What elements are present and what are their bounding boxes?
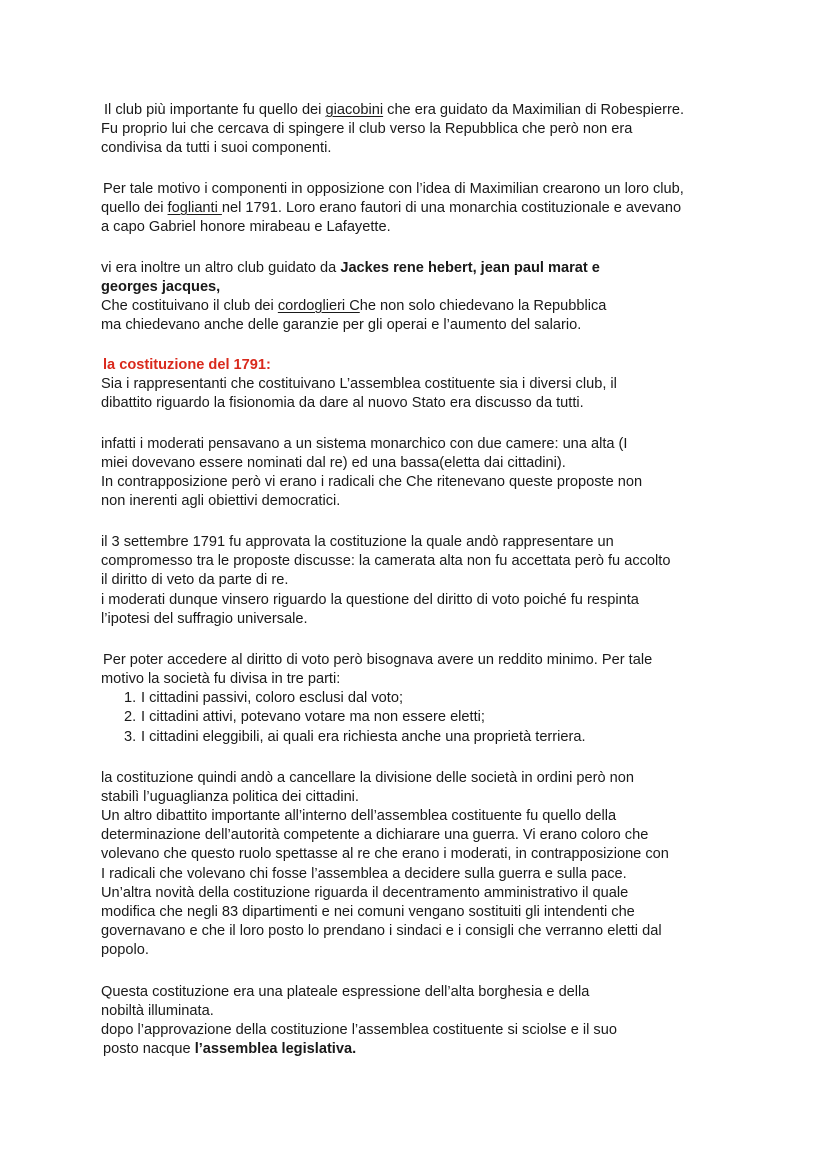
text-line: dibattito riguardo la fisionomia da dare al nuovo Stato era discusso da tutti. bbox=[101, 395, 584, 411]
text-line: la costituzione quindi andò a cancellare la divisione delle società in ordini però non bbox=[101, 770, 635, 786]
section-heading: la costituzione del 1791: bbox=[103, 357, 271, 373]
text-line: popolo. bbox=[101, 942, 149, 958]
text-line: a capo Gabriel honore mirabeau e Lafayette. bbox=[101, 219, 391, 235]
bold-names: Jackes rene hebert, jean paul marat e bbox=[340, 260, 600, 276]
text-line: non inerenti agli obiettivi democratici. bbox=[101, 493, 341, 509]
text-line: I radicali che volevano chi fosse l’assemblea a decidere sulla guerra e sulla pace. bbox=[101, 866, 627, 882]
text-line: quello dei foglianti nel 1791. Loro erano fautori di una monarchia costituzionale e avevano bbox=[101, 200, 682, 216]
text-line: volevano che questo ruolo spettasse al re che erano i moderati, in contrapposizione con bbox=[101, 846, 669, 862]
text-line: ma chiedevano anche delle garanzie per gli operai e l’aumento del salario. bbox=[101, 317, 582, 333]
text-line: compromesso tra le proposte discusse: la camerata alta non fu accettata però fu accolto bbox=[101, 553, 671, 569]
text-line: modifica che negli 83 dipartimenti e nei comuni vengano sostituiti gli intendenti che bbox=[101, 904, 635, 920]
text-line: condivisa da tutti i suoi componenti. bbox=[101, 140, 332, 156]
text-line: motivo la società fu divisa in tre parti: bbox=[101, 671, 341, 687]
list-item: 3. I cittadini eleggibili, ai quali era richiesta anche una proprietà terriera. bbox=[124, 729, 586, 745]
text-line: georges jacques, bbox=[101, 279, 221, 295]
list-item: 2. I cittadini attivi, potevano votare ma non essere eletti; bbox=[124, 709, 485, 725]
list-item: 1. I cittadini passivi, coloro esclusi dal voto; bbox=[124, 690, 403, 706]
bold-term-assemblea-legislativa: l’assemblea legislativa. bbox=[194, 1041, 357, 1057]
text-line: Questa costituzione era una plateale espressione dell’alta borghesia e della bbox=[101, 984, 590, 1000]
text-line: Fu proprio lui che cercava di spingere il club verso la Repubblica che però non era bbox=[101, 121, 633, 137]
text-line: governavano e che il loro posto lo prendano i sindaci e i consigli che verranno eletti dal bbox=[101, 923, 662, 939]
text-line: Per poter accedere al diritto di voto però bisognava avere un reddito minimo. Per tale bbox=[103, 652, 653, 668]
underlined-term-foglianti: foglianti bbox=[167, 200, 222, 216]
text-line: Il club più importante fu quello dei giacobini che era guidato da Maximilian di Robespierre. bbox=[104, 102, 685, 118]
text-line: il diritto di veto da parte di re. bbox=[101, 572, 289, 588]
text-line: Per tale motivo i componenti in opposizione con l’idea di Maximilian crearono un loro club, bbox=[103, 181, 684, 197]
text-line: Un altro dibattito importante all’interno dell’assemblea costituente fu quello della bbox=[101, 808, 617, 824]
text-line: vi era inoltre un altro club guidato da Jackes rene hebert, jean paul marat e bbox=[101, 260, 600, 276]
text-line: l’ipotesi del suffragio universale. bbox=[101, 611, 308, 627]
text-line: dopo l’approvazione della costituzione l’assemblea costituente si sciolse e il suo bbox=[101, 1022, 617, 1038]
text-line: determinazione dell’autorità competente a dichiarare una guerra. Vi erano coloro che bbox=[101, 827, 649, 843]
text-line: miei dovevano essere nominati dal re) ed una bassa(eletta dai cittadini). bbox=[101, 455, 566, 471]
text-line: Un’altra novità della costituzione riguarda il decentramento amministrativo il quale bbox=[101, 885, 629, 901]
underlined-term-giacobini: giacobini bbox=[325, 102, 384, 118]
text-line: nobiltà illuminata. bbox=[101, 1003, 214, 1019]
text-line: posto nacque l’assemblea legislativa. bbox=[103, 1041, 357, 1057]
text-line: In contrapposizione però vi erano i radicali che Che ritenevano queste proposte non bbox=[101, 474, 643, 490]
text-line: infatti i moderati pensavano a un sistema monarchico con due camere: una alta (I bbox=[101, 436, 628, 452]
text-line: Sia i rappresentanti che costituivano L’assemblea costituente sia i diversi club, il bbox=[101, 376, 617, 392]
underlined-term-cordoglieri: cordoglieri C bbox=[277, 298, 360, 314]
text-line: il 3 settembre 1791 fu approvata la costituzione la quale andò rappresentare un bbox=[101, 534, 614, 550]
text-line: i moderati dunque vinsero riguardo la questione del diritto di voto poiché fu respinta bbox=[101, 592, 639, 608]
text-line: stabilì l’uguaglianza politica dei cittadini. bbox=[101, 789, 359, 805]
text-line: Che costituivano il club dei cordoglieri Che non solo chiedevano la Repubblica bbox=[101, 298, 607, 314]
